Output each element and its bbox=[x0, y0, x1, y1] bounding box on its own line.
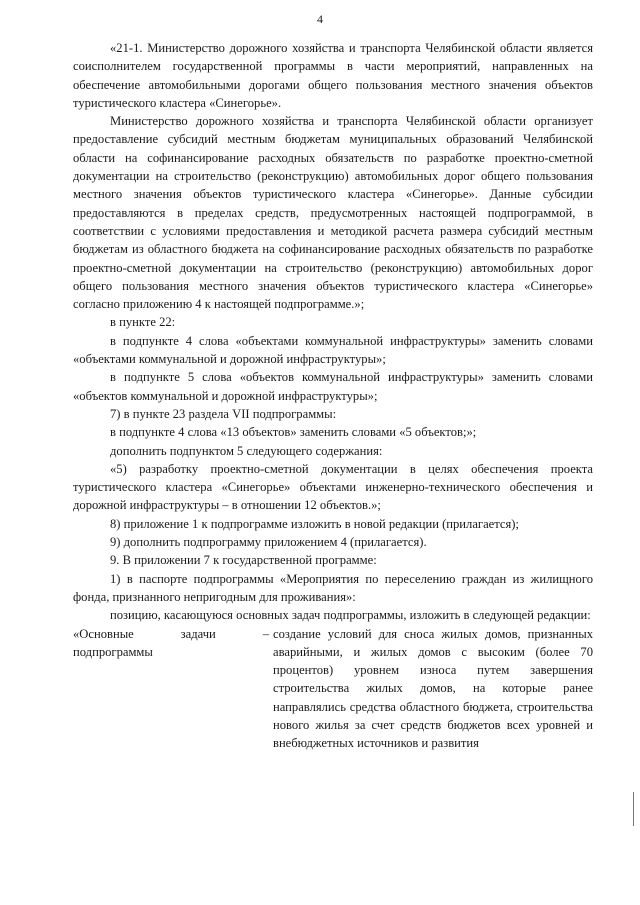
page-number: 4 bbox=[317, 12, 323, 26]
main-tasks-label bbox=[73, 625, 273, 753]
paragraph-ministry-subsidies: Министерство дорожного хозяйства и транспорта Челябинской области организует предоставление субсидий местным бюджетам муниципальных образований Челябинской области на софинансирование расходных обязательств по разработке проектно-сметной документации на строительство (реконструкцию) автомобильных дорог общего пользования местного значения объектов туристического кластера «Синегорье». Данные субсидии предоставляются в пределах средств, предусмотренных настоящей подпрограммой, в соответствии с условиями предоставления и методикой расчета размера субсидий местным бюджетам из областного бюджета на софинансирование расходных обязательств по разработке проектно-сметной документации на строительство (реконструкцию) автомобильных дорог общего пользования местного значения объектов туристического кластера «Синегорье» согласно приложению 4 к настоящей подпрограмме.»; bbox=[73, 114, 593, 312]
paragraph-item-9: 9) дополнить подпрограмму приложением 4 (прилагается). bbox=[110, 535, 427, 550]
paragraph-add-subpoint-5: дополнить подпунктом 5 следующего содержания: bbox=[110, 443, 383, 458]
paragraph-item-7-subpoint-4: в подпункте 4 слова «13 объектов» заменить словами «5 объектов;»; bbox=[110, 425, 477, 440]
main-tasks-label-line1: «Основные задачи – bbox=[73, 626, 269, 641]
paragraph-point-22: в пункте 22: bbox=[110, 315, 176, 330]
paragraph-subpoint-4: в подпункте 4 слова «объектами коммунальной инфраструктуры» заменить словами «объектами коммунальной и дорожной инфраструктуры»; bbox=[73, 333, 593, 367]
paragraph-quoted-subpoint-5: «5) разработку проектно-сметной документации в целях обеспечения проекта туристического кластера «Синегорье» объектами инженерно-технического обеспечения и дорожной инфраструктуры – в отношении 12 объектов.»; bbox=[73, 461, 593, 513]
paragraph-item-7: 7) в пункте 23 раздела VII подпрограммы: bbox=[110, 406, 337, 421]
paragraph-subpoint-5: в подпункте 5 слова «объектов коммунальной инфраструктуры» заменить словами «объектов коммунальной и дорожной инфраструктуры»; bbox=[73, 370, 593, 403]
paragraph-item-8: 8) приложение 1 к подпрограмме изложить в новой редакции (прилагается); bbox=[110, 516, 520, 531]
paragraph-passport: 1) в паспорте подпрограммы «Мероприятия по переселению граждан из жилищного фонда, признанного непригодным для проживания»: bbox=[73, 571, 593, 604]
main-tasks-row bbox=[73, 625, 593, 753]
paragraph-position-tasks: позицию, касающуюся основных задач подпрограммы, изложить в следующей редакции: bbox=[110, 608, 591, 623]
paragraph-section-9: 9. В приложении 7 к государственной программе: bbox=[110, 553, 377, 568]
main-tasks-label-line2: подпрограммы bbox=[73, 644, 153, 659]
paragraph-21-1: «21-1. Министерство дорожного хозяйства и транспорта Челябинской области является соисполнителем государственной программы в части мероприятий, направленных на обеспечение автомобильными дорогами общего пользования местного значения объектов туристического кластера «Синегорье». bbox=[73, 41, 593, 110]
main-tasks-text: создание условий для сноса жилых домов, признанных аварийными, и жилых домов с высоким (более 70 процентов) уровнем износа путем завершения строительства жилых домов, на которые ранее направлялись средства областного бюджета, строительства нового жилья за счет средств бюджетов всех уровней и внебюджетных источников и развития bbox=[273, 626, 593, 751]
scan-margin-mark bbox=[633, 792, 634, 826]
document-body bbox=[73, 39, 593, 753]
